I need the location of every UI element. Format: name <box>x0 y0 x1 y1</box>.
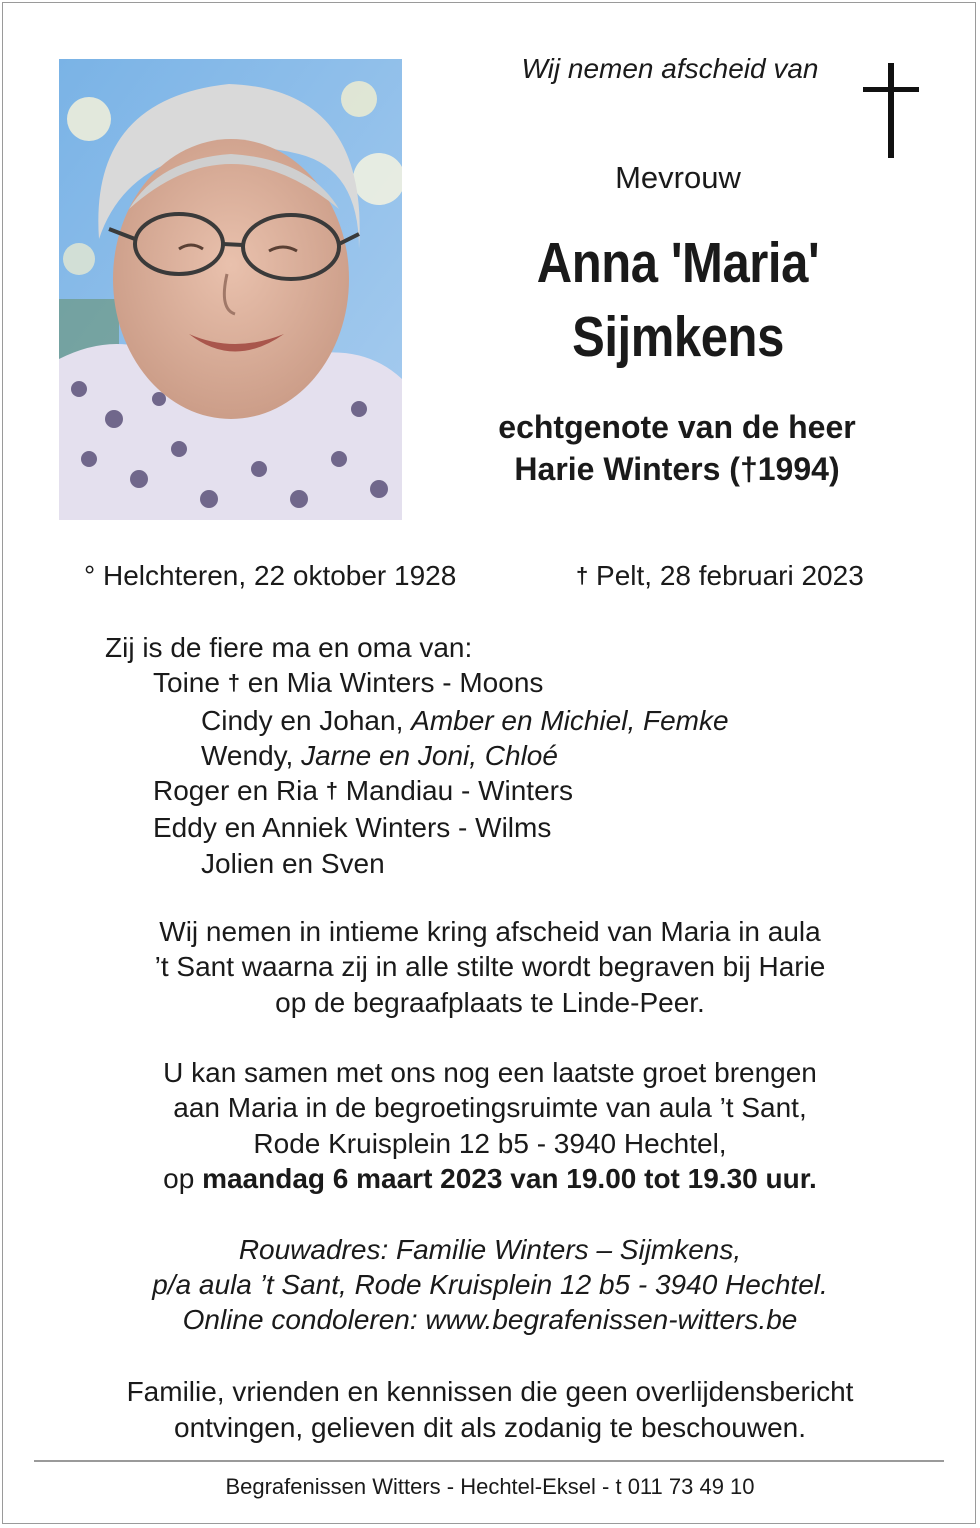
honorific: Mevrouw <box>615 160 741 195</box>
portrait-photo <box>59 59 402 520</box>
farewell-paragraph <box>60 914 920 1020</box>
list-item: Toine † en Mia Winters - Moons <box>153 667 544 699</box>
text-line: Wij nemen in intieme kring afscheid van Maria in aula <box>159 916 821 947</box>
list-item: Roger en Ria † Mandiau - Winters <box>153 775 573 807</box>
spouse-info <box>430 406 924 490</box>
birth-date: ° Helchteren, 22 oktober 1928 <box>84 560 457 591</box>
text-line: Rouwadres: Familie Winters – Sijmkens, <box>238 1234 742 1265</box>
list-item: Eddy en Anniek Winters - Wilms <box>153 812 552 844</box>
cross-small-icon: † <box>325 778 339 804</box>
text-line: ’t Sant waarna zij in alle stilte wordt begraven bij Harie <box>154 951 826 983</box>
cross-small-icon: † <box>227 670 240 696</box>
condolence-website: Online condoleren: www.begrafenissen-witters.be <box>182 1304 798 1335</box>
death-date <box>576 560 864 592</box>
visitation-paragraph <box>60 1055 920 1196</box>
family-intro: Zij is de fiere ma en oma van: <box>105 632 473 663</box>
text-line: op maandag 6 maart 2023 van 19.00 tot 19.30 uur. <box>163 1162 817 1194</box>
text-line: Rode Kruisplein 12 b5 - 3940 Hechtel, <box>253 1127 727 1159</box>
text-line: Familie, vrienden en kennissen die geen overlijdensbericht <box>126 1376 854 1407</box>
text-line: p/a aula ’t Sant, Rode Kruisplein 12 b5 - 3940 Hechtel. <box>152 1269 828 1300</box>
text-line: ontvingen, gelieven dit als zodanig te beschouwen. <box>174 1412 806 1443</box>
list-item: Jolien en Sven <box>201 847 385 879</box>
visitation-datetime: maandag 6 maart 2023 van 19.00 tot 19.30 uur. <box>202 1162 817 1194</box>
name-line-1: Anna 'Maria' <box>536 231 820 295</box>
notice-paragraph <box>60 1374 920 1446</box>
cross-icon <box>863 63 919 158</box>
family-list <box>105 630 729 881</box>
footer-text: Begrafenissen Witters - Hechtel-Eksel - t 011 73 49 10 <box>225 1474 755 1499</box>
address-paragraph <box>60 1232 920 1337</box>
deceased-name <box>473 226 882 374</box>
list-item: Wendy, Jarne en Joni, Chloé <box>201 739 558 771</box>
divider <box>34 1460 944 1462</box>
name-line-2: Sijmkens <box>572 305 784 369</box>
intro-text: Wij nemen afscheid van <box>521 53 819 84</box>
text-line: op de begraafplaats te Linde-Peer. <box>275 986 705 1018</box>
spouse-line-1: echtgenote van de heer <box>498 409 856 445</box>
list-item: Cindy en Johan, Amber en Michiel, Femke <box>201 704 729 736</box>
text-line: aan Maria in de begroetingsruimte van aula ’t Sant, <box>173 1092 807 1124</box>
death-date-text: Pelt, 28 februari 2023 <box>596 560 864 591</box>
spouse-line-2: Harie Winters (†1994) <box>514 451 840 487</box>
cross-small-icon: † <box>576 563 589 588</box>
text-line: U kan samen met ons nog een laatste groet brengen <box>163 1057 817 1088</box>
